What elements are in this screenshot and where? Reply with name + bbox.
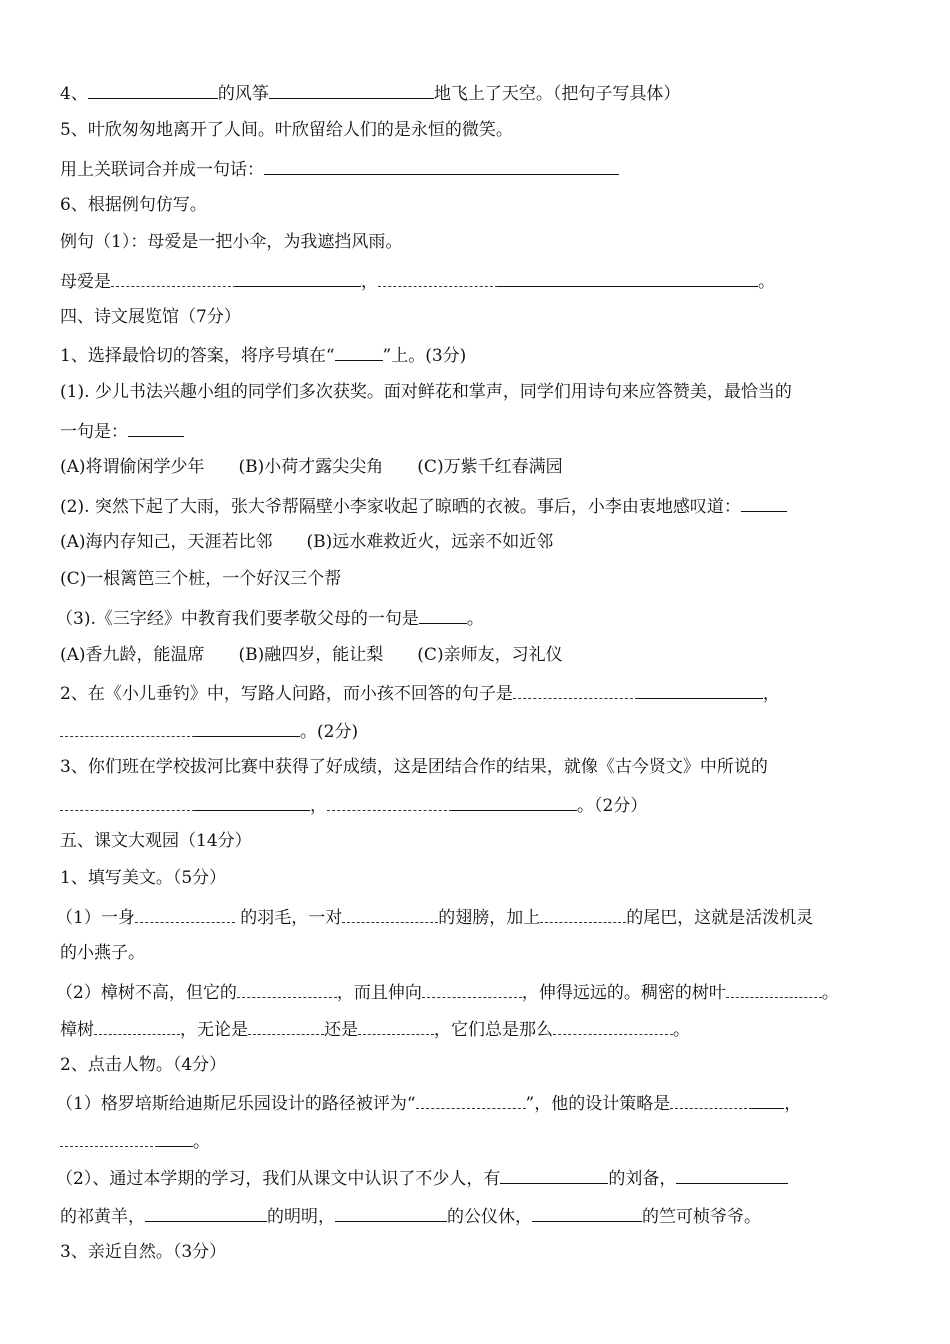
- answer-blank[interactable]: [752, 1090, 784, 1109]
- question-text: ，它们总是那么: [434, 1020, 553, 1040]
- question-text: 一句是：: [60, 422, 128, 442]
- question-text: 例句（1）：母爱是一把小伞，为我遮挡风雨。: [60, 232, 403, 252]
- question-text: 的刘备，: [608, 1169, 677, 1189]
- exam-line: [56, 1165, 788, 1191]
- exam-line: [60, 156, 619, 182]
- question-text: 。（2分）: [577, 796, 648, 816]
- exam-line: [60, 455, 563, 479]
- question-text: 4、: [60, 84, 88, 104]
- answer-blank-dashed[interactable]: [422, 979, 522, 998]
- question-text: 的明明，: [267, 1207, 335, 1227]
- question-text: ，: [310, 796, 327, 816]
- answer-blank-dashed[interactable]: [327, 792, 452, 811]
- question-text: 。: [466, 609, 484, 629]
- answer-blank[interactable]: [264, 156, 619, 175]
- question-text: （1）格罗培斯给迪斯尼乐园设计的路径被评为“: [56, 1094, 416, 1114]
- answer-blank-dashed[interactable]: [553, 1016, 673, 1035]
- answer-blank[interactable]: [638, 680, 763, 699]
- answer-blank-dashed[interactable]: [60, 792, 195, 811]
- exam-line: [56, 904, 813, 930]
- answer-blank-dashed[interactable]: [135, 904, 235, 923]
- answer-blank[interactable]: [158, 1128, 193, 1147]
- answer-blank[interactable]: [500, 1165, 608, 1184]
- answer-blank-dashed[interactable]: [726, 979, 822, 998]
- answer-blank-dashed[interactable]: [60, 718, 195, 737]
- question-text: 樟树: [60, 1020, 94, 1040]
- question-text: 6、根据例句仿写。: [60, 195, 207, 215]
- question-text: 母爱是: [60, 272, 111, 292]
- exam-line: [56, 979, 839, 1005]
- answer-blank[interactable]: [419, 605, 467, 624]
- exam-line: [60, 380, 792, 404]
- question-text: 2、点击人物。（4分）: [60, 1055, 227, 1075]
- question-text: （2）樟树不高，但它的: [56, 983, 237, 1003]
- answer-blank[interactable]: [498, 268, 758, 287]
- answer-blank-dashed[interactable]: [378, 268, 498, 287]
- question-text: 的小燕子。: [60, 943, 145, 963]
- exam-line: [60, 305, 241, 329]
- question-text: 。: [821, 983, 839, 1003]
- question-text: 。(2分): [300, 722, 359, 742]
- exam-line: [60, 80, 680, 106]
- question-text: ，而且伸向: [336, 983, 422, 1003]
- question-text: ，伸得远远的。稠密的树叶: [521, 983, 726, 1003]
- question-text: 用上关联词合并成一句话：: [60, 160, 264, 180]
- exam-line: [60, 1203, 761, 1229]
- answer-blank-dashed[interactable]: [94, 1016, 180, 1035]
- question-text: 3、亲近自然。（3分）: [60, 1242, 227, 1262]
- exam-line: [60, 829, 252, 853]
- question-text: (2). 突然下起了大雨，张大爷帮隔壁小李家收起了晾晒的衣被。事后，小李由衷地感叹道：: [60, 497, 741, 517]
- question-text: ，: [784, 1094, 802, 1114]
- answer-blank[interactable]: [269, 80, 434, 99]
- answer-blank[interactable]: [452, 792, 577, 811]
- exam-line: [60, 268, 775, 294]
- question-text: 的祁黄羊，: [60, 1207, 145, 1227]
- question-text: 。: [673, 1020, 690, 1040]
- exam-line: [60, 530, 553, 554]
- answer-blank[interactable]: [145, 1203, 267, 1222]
- question-text: 的竺可桢爷爷。: [642, 1207, 761, 1227]
- exam-line: [60, 493, 787, 519]
- exam-line: [60, 1053, 226, 1077]
- answer-blank[interactable]: [335, 1203, 447, 1222]
- exam-line: [60, 118, 513, 142]
- question-text: 。: [758, 272, 775, 292]
- answer-blank[interactable]: [128, 418, 184, 437]
- answer-blank[interactable]: [676, 1165, 788, 1184]
- question-text: 的公仪休，: [447, 1207, 532, 1227]
- exam-line: [56, 1090, 801, 1116]
- exam-line: [56, 605, 484, 631]
- question-text: 的羽毛，一对: [234, 908, 343, 928]
- answer-blank[interactable]: [195, 792, 310, 811]
- question-text: （2）、通过本学期的学习，我们从课文中认识了不少人，有: [56, 1169, 501, 1189]
- answer-blank-dashed[interactable]: [237, 979, 337, 998]
- answer-blank-dashed[interactable]: [540, 904, 626, 923]
- question-text: 四、诗文展览馆（7分）: [60, 307, 241, 327]
- question-text: ”，他的设计策略是: [525, 1094, 671, 1114]
- exam-line: [60, 567, 341, 591]
- question-text: ”上。(3分): [382, 346, 467, 366]
- answer-blank-dashed[interactable]: [670, 1090, 752, 1109]
- question-text: ，无论是: [180, 1020, 248, 1040]
- question-text: （1）一身: [56, 908, 135, 928]
- question-text: （3).《三字经》中教育我们要孝敬父母的一句是: [56, 609, 419, 629]
- exam-line: [60, 418, 184, 444]
- answer-blank[interactable]: [335, 342, 383, 361]
- question-text: 3、你们班在学校拔河比赛中获得了好成绩，这是团结合作的结果，就像《古今贤文》中所说的: [60, 757, 768, 777]
- question-text: 地飞上了天空。（把句子写具体）: [433, 84, 681, 104]
- exam-line: [60, 1240, 226, 1264]
- question-text: (A)海内存知己，天涯若比邻 (B)远水难救近火，远亲不如近邻: [60, 532, 554, 552]
- exam-line: [60, 342, 466, 368]
- answer-blank-dashed[interactable]: [342, 904, 438, 923]
- exam-line: [60, 866, 226, 890]
- question-text: 的翅膀，加上: [438, 908, 541, 928]
- answer-blank[interactable]: [88, 80, 218, 99]
- question-text: 的风筝: [217, 84, 269, 104]
- question-text: (C)一根篱笆三个桩，一个好汉三个帮: [60, 569, 342, 589]
- question-text: 2、在《小儿垂钓》中，写路人问路，而小孩不回答的句子是: [60, 684, 513, 704]
- exam-line: [60, 680, 780, 706]
- question-text: 5、叶欣匆匆地离开了人间。叶欣留给人们的是永恒的微笑。: [60, 120, 513, 140]
- question-text: (A)香九龄，能温席 (B)融四岁，能让梨 (C)亲师友，习礼仪: [60, 645, 563, 665]
- exam-line: [60, 193, 207, 217]
- answer-blank-dashed[interactable]: [60, 1128, 158, 1147]
- answer-blank-dashed[interactable]: [416, 1090, 526, 1109]
- answer-blank-dashed[interactable]: [111, 268, 236, 287]
- answer-blank[interactable]: [532, 1203, 642, 1222]
- answer-blank[interactable]: [741, 493, 787, 512]
- exam-line: [60, 1128, 210, 1154]
- question-text: 还是: [324, 1020, 358, 1040]
- exam-line: [60, 792, 647, 818]
- exam-line: [60, 1016, 690, 1042]
- exam-line: [60, 941, 145, 965]
- question-text: (A)将谓偷闲学少年 (B)小荷才露尖尖角 (C)万紫千红春满园: [60, 457, 563, 477]
- question-text: 。: [193, 1132, 210, 1152]
- answer-blank[interactable]: [236, 268, 361, 287]
- exam-line: [60, 643, 563, 667]
- exam-line: [60, 230, 402, 254]
- question-text: ，: [361, 272, 378, 292]
- answer-blank[interactable]: [195, 718, 300, 737]
- exam-line: [60, 718, 358, 744]
- exam-line: [60, 755, 768, 779]
- question-text: ，: [762, 684, 780, 704]
- question-text: 1、填写美文。（5分）: [60, 868, 227, 888]
- answer-blank-dashed[interactable]: [358, 1016, 434, 1035]
- question-text: 的尾巴，这就是活泼机灵: [626, 908, 814, 928]
- question-text: 五、课文大观园（14分）: [60, 831, 252, 851]
- answer-blank-dashed[interactable]: [513, 680, 638, 699]
- answer-blank-dashed[interactable]: [248, 1016, 324, 1035]
- question-text: 1、选择最恰切的答案，将序号填在“: [60, 346, 335, 366]
- question-text: (1). 少儿书法兴趣小组的同学们多次获奖。面对鲜花和掌声，同学们用诗句来应答赞美，最恰当的: [60, 382, 792, 402]
